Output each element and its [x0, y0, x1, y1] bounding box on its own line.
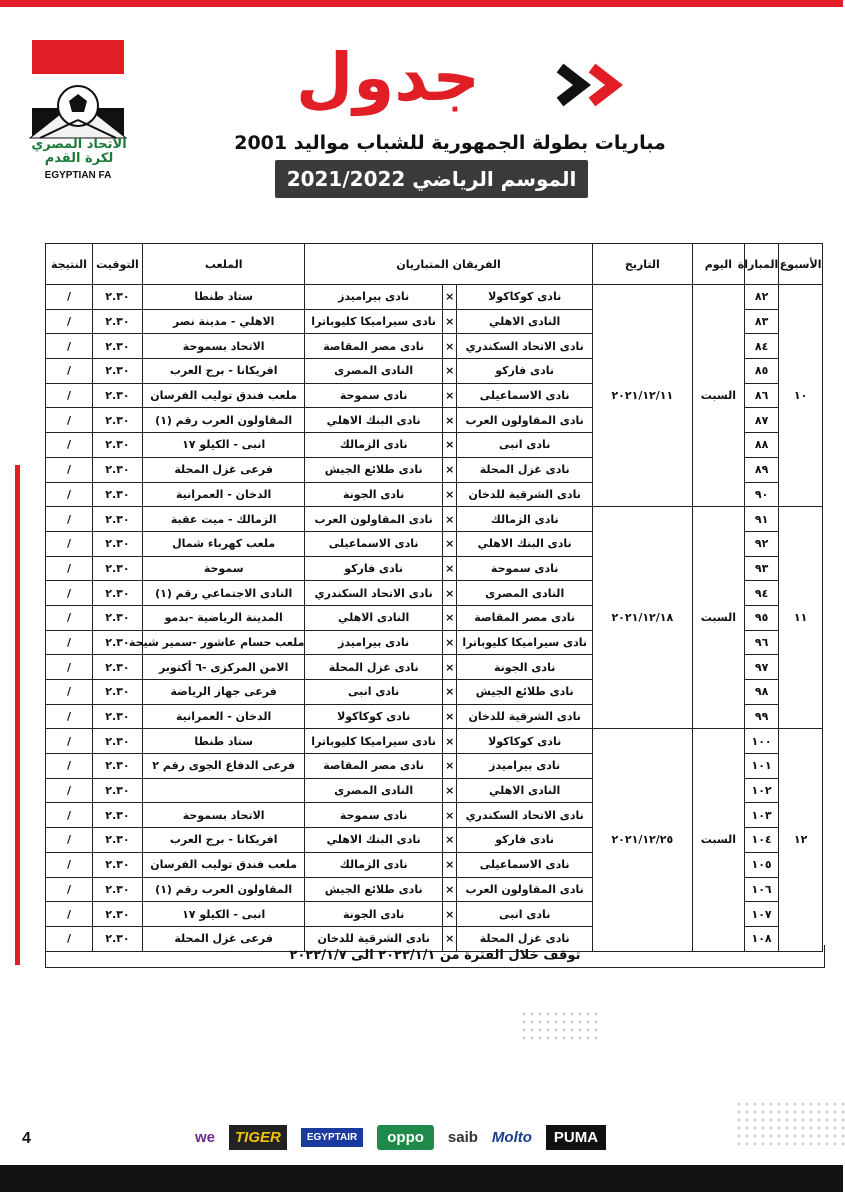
- table-header-row: [46, 244, 823, 285]
- venue: انبى - الكيلو ١٧: [142, 902, 304, 927]
- vs-symbol: ×: [442, 902, 457, 927]
- kickoff-time: ٢.٣٠: [92, 556, 142, 581]
- match-result: /: [46, 581, 93, 606]
- match-number: ٩٨: [744, 680, 778, 705]
- kickoff-time: ٢.٣٠: [92, 408, 142, 433]
- home-team: نادى الاسماعيلى: [457, 852, 592, 877]
- home-team: نادى المقاولون العرب: [457, 408, 592, 433]
- vs-symbol: ×: [442, 778, 457, 803]
- match-number: ١٠٤: [744, 828, 778, 853]
- match-result: /: [46, 433, 93, 458]
- col-week: الأسبوع: [779, 244, 823, 285]
- kickoff-time: ٢.٣٠: [92, 729, 142, 754]
- week-number: ١٠: [779, 285, 823, 507]
- vs-symbol: ×: [442, 581, 457, 606]
- kickoff-time: ٢.٣٠: [92, 630, 142, 655]
- match-result: /: [46, 383, 93, 408]
- match-result: /: [46, 877, 93, 902]
- home-team: نادى طلائع الجيش: [457, 680, 592, 705]
- match-number: ١٠٦: [744, 877, 778, 902]
- away-team: نادى الجونة: [305, 902, 442, 927]
- kickoff-time: ٢.٣٠: [92, 902, 142, 927]
- match-number: ٨٨: [744, 433, 778, 458]
- match-result: /: [46, 556, 93, 581]
- page-title: جدول: [296, 39, 480, 116]
- kickoff-time: ٢.٣٠: [92, 877, 142, 902]
- home-team: النادى الاهلي: [457, 778, 592, 803]
- sponsor-logo: oppo: [377, 1125, 434, 1150]
- home-team: نادى كوكاكولا: [457, 285, 592, 310]
- venue: افريكانا - برج العرب: [142, 828, 304, 853]
- venue: انبى - الكيلو ١٧: [142, 433, 304, 458]
- kickoff-time: ٢.٣٠: [92, 433, 142, 458]
- sponsor-logo: PUMA: [546, 1125, 606, 1150]
- vs-symbol: ×: [442, 828, 457, 853]
- double-chevron-icon: [548, 60, 628, 110]
- match-number: ٨٦: [744, 383, 778, 408]
- home-team: نادى الشرقية للدخان: [457, 704, 592, 729]
- match-result: /: [46, 482, 93, 507]
- kickoff-time: ٢.٣٠: [92, 359, 142, 384]
- away-team: النادى المصرى: [305, 359, 442, 384]
- vs-symbol: ×: [442, 803, 457, 828]
- away-team: نادى بيراميدز: [305, 630, 442, 655]
- away-team: نادى فاركو: [305, 556, 442, 581]
- home-team: نادى الاتحاد السكندري: [457, 334, 592, 359]
- away-team: نادى الزمالك: [305, 852, 442, 877]
- kickoff-time: ٢.٣٠: [92, 803, 142, 828]
- home-team: نادى غزل المحلة: [457, 457, 592, 482]
- match-number: ٩٢: [744, 531, 778, 556]
- match-result: /: [46, 457, 93, 482]
- vs-symbol: ×: [442, 457, 457, 482]
- match-number: ٩٣: [744, 556, 778, 581]
- vs-symbol: ×: [442, 680, 457, 705]
- match-number: ٩٤: [744, 581, 778, 606]
- vs-symbol: ×: [442, 729, 457, 754]
- home-team: النادى الاهلي: [457, 309, 592, 334]
- match-number: ٩٦: [744, 630, 778, 655]
- match-number: ١٠٧: [744, 902, 778, 927]
- match-number: ٨٧: [744, 408, 778, 433]
- match-result: /: [46, 852, 93, 877]
- venue: فرعى غزل المحلة: [142, 926, 304, 951]
- venue: الاتحاد بسموحة: [142, 803, 304, 828]
- match-day: السبت: [692, 507, 744, 729]
- match-result: /: [46, 680, 93, 705]
- home-team: نادى سموحة: [457, 556, 592, 581]
- venue: المدينة الرياضية -بدمو: [142, 605, 304, 630]
- week-number: ١٢: [779, 729, 823, 951]
- match-result: /: [46, 902, 93, 927]
- home-team: نادى انبى: [457, 902, 592, 927]
- venue: ستاد طنطا: [142, 729, 304, 754]
- vs-symbol: ×: [442, 482, 457, 507]
- efa-logo: [30, 40, 126, 190]
- venue: ملعب كهرباء شمال: [142, 531, 304, 556]
- kickoff-time: ٢.٣٠: [92, 828, 142, 853]
- venue: فرعى جهاز الرياضة: [142, 680, 304, 705]
- venue: ملعب فندق توليب الفرسان: [142, 383, 304, 408]
- home-team: نادى انبى: [457, 433, 592, 458]
- page-number: 4: [22, 1130, 31, 1147]
- away-team: نادى الجونة: [305, 482, 442, 507]
- home-team: نادى بيراميدز: [457, 754, 592, 779]
- col-time: التوقيت: [92, 244, 142, 285]
- match-number: ٨٥: [744, 359, 778, 384]
- col-day: اليوم: [692, 244, 744, 285]
- vs-symbol: ×: [442, 309, 457, 334]
- venue: الاتحاد بسموحة: [142, 334, 304, 359]
- away-team: نادى انبى: [305, 680, 442, 705]
- kickoff-time: ٢.٣٠: [92, 507, 142, 532]
- table-row: [46, 729, 823, 754]
- match-result: /: [46, 630, 93, 655]
- away-team: نادى سموحة: [305, 383, 442, 408]
- col-teams: الفريقان المتباريان: [305, 244, 592, 285]
- match-number: ٨٤: [744, 334, 778, 359]
- away-team: نادى الزمالك: [305, 433, 442, 458]
- match-result: /: [46, 655, 93, 680]
- away-team: النادى الاهلي: [305, 605, 442, 630]
- col-venue: الملعب: [142, 244, 304, 285]
- away-team: نادى سيراميكا كليوباترا: [305, 729, 442, 754]
- home-team: نادى غزل المحلة: [457, 926, 592, 951]
- col-match: المباراة: [744, 244, 778, 285]
- venue: سموحة: [142, 556, 304, 581]
- vs-symbol: ×: [442, 408, 457, 433]
- home-team: نادى البنك الاهلي: [457, 531, 592, 556]
- venue: الزمالك - ميت عقبة: [142, 507, 304, 532]
- venue: الامن المركزى -٦ أكتوبر: [142, 655, 304, 680]
- match-result: /: [46, 507, 93, 532]
- away-team: نادى البنك الاهلي: [305, 408, 442, 433]
- match-number: ٩٩: [744, 704, 778, 729]
- sponsor-logo: EGYPTAIR: [301, 1128, 363, 1147]
- decorative-dots: [735, 1100, 845, 1150]
- match-result: /: [46, 334, 93, 359]
- col-result: النتيجة: [46, 244, 93, 285]
- kickoff-time: ٢.٣٠: [92, 482, 142, 507]
- match-result: /: [46, 754, 93, 779]
- vs-symbol: ×: [442, 704, 457, 729]
- match-number: ١٠٨: [744, 926, 778, 951]
- vs-symbol: ×: [442, 852, 457, 877]
- kickoff-time: ٢.٣٠: [92, 383, 142, 408]
- match-result: /: [46, 803, 93, 828]
- kickoff-time: ٢.٣٠: [92, 926, 142, 951]
- match-result: /: [46, 778, 93, 803]
- venue: ملعب فندق توليب الفرسان: [142, 852, 304, 877]
- away-team: النادى المصرى: [305, 778, 442, 803]
- match-date: ٢٠٢١/١٢/٢٥: [592, 729, 692, 951]
- kickoff-time: ٢.٣٠: [92, 531, 142, 556]
- home-team: نادى سيراميكا كليوباترا: [457, 630, 592, 655]
- away-team: نادى المقاولون العرب: [305, 507, 442, 532]
- venue: المقاولون العرب رقم (١): [142, 408, 304, 433]
- match-result: /: [46, 285, 93, 310]
- kickoff-time: ٢.٣٠: [92, 754, 142, 779]
- away-team: نادى غزل المحلة: [305, 655, 442, 680]
- sponsor-logo: TIGER: [229, 1125, 287, 1150]
- kickoff-time: ٢.٣٠: [92, 680, 142, 705]
- venue: [142, 778, 304, 803]
- vs-symbol: ×: [442, 926, 457, 951]
- match-result: /: [46, 605, 93, 630]
- logo-text-en: EGYPTIAN FA: [44, 170, 112, 181]
- vs-symbol: ×: [442, 433, 457, 458]
- vs-symbol: ×: [442, 655, 457, 680]
- table-row: [46, 507, 823, 532]
- away-team: نادى مصر المقاصة: [305, 754, 442, 779]
- kickoff-time: ٢.٣٠: [92, 334, 142, 359]
- sponsor-strip: [195, 1120, 606, 1154]
- kickoff-time: ٢.٣٠: [92, 581, 142, 606]
- away-team: نادى البنك الاهلي: [305, 828, 442, 853]
- kickoff-time: ٢.٣٠: [92, 778, 142, 803]
- match-number: ٨٢: [744, 285, 778, 310]
- vs-symbol: ×: [442, 334, 457, 359]
- away-team: نادى سموحة: [305, 803, 442, 828]
- match-number: ٨٣: [744, 309, 778, 334]
- match-day: السبت: [692, 285, 744, 507]
- vs-symbol: ×: [442, 531, 457, 556]
- top-red-bar: [0, 0, 843, 7]
- venue: فرعى الدفاع الجوى رقم ٢: [142, 754, 304, 779]
- away-team: نادى طلائع الجيش: [305, 877, 442, 902]
- match-result: /: [46, 359, 93, 384]
- home-team: نادى الجونة: [457, 655, 592, 680]
- table-row: [46, 285, 823, 310]
- home-team: نادى الشرقية للدخان: [457, 482, 592, 507]
- col-date: التاريخ: [592, 244, 692, 285]
- match-number: ١٠٣: [744, 803, 778, 828]
- week-number: ١١: [779, 507, 823, 729]
- venue: الاهلي - مدينة نصر: [142, 309, 304, 334]
- away-team: نادى سيراميكا كليوباترا: [305, 309, 442, 334]
- match-result: /: [46, 309, 93, 334]
- away-team: نادى الاسماعيلى: [305, 531, 442, 556]
- kickoff-time: ٢.٣٠: [92, 704, 142, 729]
- bottom-black-bar: [0, 1165, 843, 1192]
- away-team: نادى طلائع الجيش: [305, 457, 442, 482]
- sponsor-logo: we: [195, 1128, 216, 1146]
- match-number: ٨٩: [744, 457, 778, 482]
- home-team: نادى المقاولون العرب: [457, 877, 592, 902]
- sponsor-logo: saib: [447, 1128, 478, 1146]
- home-team: نادى الاسماعيلى: [457, 383, 592, 408]
- halt-note: توقف خلال الفترة من ٢٠٢٢/١/١ الى ٢٠٢٢/١/٧: [45, 945, 825, 968]
- match-result: /: [46, 531, 93, 556]
- match-date: ٢٠٢١/١٢/١٨: [592, 507, 692, 729]
- match-number: ١٠٢: [744, 778, 778, 803]
- match-result: /: [46, 828, 93, 853]
- match-day: السبت: [692, 729, 744, 951]
- season-badge: الموسم الرياضي 2021/2022: [275, 160, 588, 198]
- kickoff-time: ٢.٣٠: [92, 285, 142, 310]
- venue: ستاد طنطا: [142, 285, 304, 310]
- home-team: نادى الزمالك: [457, 507, 592, 532]
- vs-symbol: ×: [442, 359, 457, 384]
- kickoff-time: ٢.٣٠: [92, 605, 142, 630]
- venue: افريكانا - برج العرب: [142, 359, 304, 384]
- vs-symbol: ×: [442, 383, 457, 408]
- match-result: /: [46, 729, 93, 754]
- venue: ملعب حسام عاشور -سمير شيحة: [142, 630, 304, 655]
- schedule-table: [45, 243, 823, 952]
- logo-text-ar: الاتحاد المصري لكرة القدم: [31, 137, 127, 166]
- away-team: نادى الشرقية للدخان: [305, 926, 442, 951]
- home-team: النادى المصرى: [457, 581, 592, 606]
- vs-symbol: ×: [442, 754, 457, 779]
- home-team: نادى الاتحاد السكندري: [457, 803, 592, 828]
- match-date: ٢٠٢١/١٢/١١: [592, 285, 692, 507]
- decorative-dots: [520, 1010, 600, 1040]
- vs-symbol: ×: [442, 285, 457, 310]
- match-number: ٩٧: [744, 655, 778, 680]
- kickoff-time: ٢.٣٠: [92, 457, 142, 482]
- vs-symbol: ×: [442, 605, 457, 630]
- venue: المقاولون العرب رقم (١): [142, 877, 304, 902]
- venue: الدخان - العمرانية: [142, 704, 304, 729]
- match-result: /: [46, 926, 93, 951]
- kickoff-time: ٢.٣٠: [92, 852, 142, 877]
- home-team: نادى فاركو: [457, 828, 592, 853]
- side-red-bar: [15, 465, 20, 965]
- match-number: ٩٠: [744, 482, 778, 507]
- match-result: /: [46, 408, 93, 433]
- venue: النادى الاجتماعي رقم (١): [142, 581, 304, 606]
- match-number: ١٠٠: [744, 729, 778, 754]
- page-subtitle: مباريات بطولة الجمهورية للشباب مواليد 2001: [234, 132, 666, 154]
- venue: الدخان - العمرانية: [142, 482, 304, 507]
- kickoff-time: ٢.٣٠: [92, 655, 142, 680]
- match-number: ١٠٥: [744, 852, 778, 877]
- sponsor-logo: Molto: [491, 1128, 532, 1146]
- away-team: نادى مصر المقاصة: [305, 334, 442, 359]
- vs-symbol: ×: [442, 556, 457, 581]
- kickoff-time: ٢.٣٠: [92, 309, 142, 334]
- vs-symbol: ×: [442, 877, 457, 902]
- vs-symbol: ×: [442, 630, 457, 655]
- venue: فرعى غزل المحلة: [142, 457, 304, 482]
- home-team: نادى مصر المقاصة: [457, 605, 592, 630]
- match-number: ٩٥: [744, 605, 778, 630]
- away-team: نادى بيراميدز: [305, 285, 442, 310]
- away-team: نادى كوكاكولا: [305, 704, 442, 729]
- vs-symbol: ×: [442, 507, 457, 532]
- home-team: نادى كوكاكولا: [457, 729, 592, 754]
- match-result: /: [46, 704, 93, 729]
- home-team: نادى فاركو: [457, 359, 592, 384]
- match-number: ١٠١: [744, 754, 778, 779]
- away-team: نادى الاتحاد السكندري: [305, 581, 442, 606]
- match-number: ٩١: [744, 507, 778, 532]
